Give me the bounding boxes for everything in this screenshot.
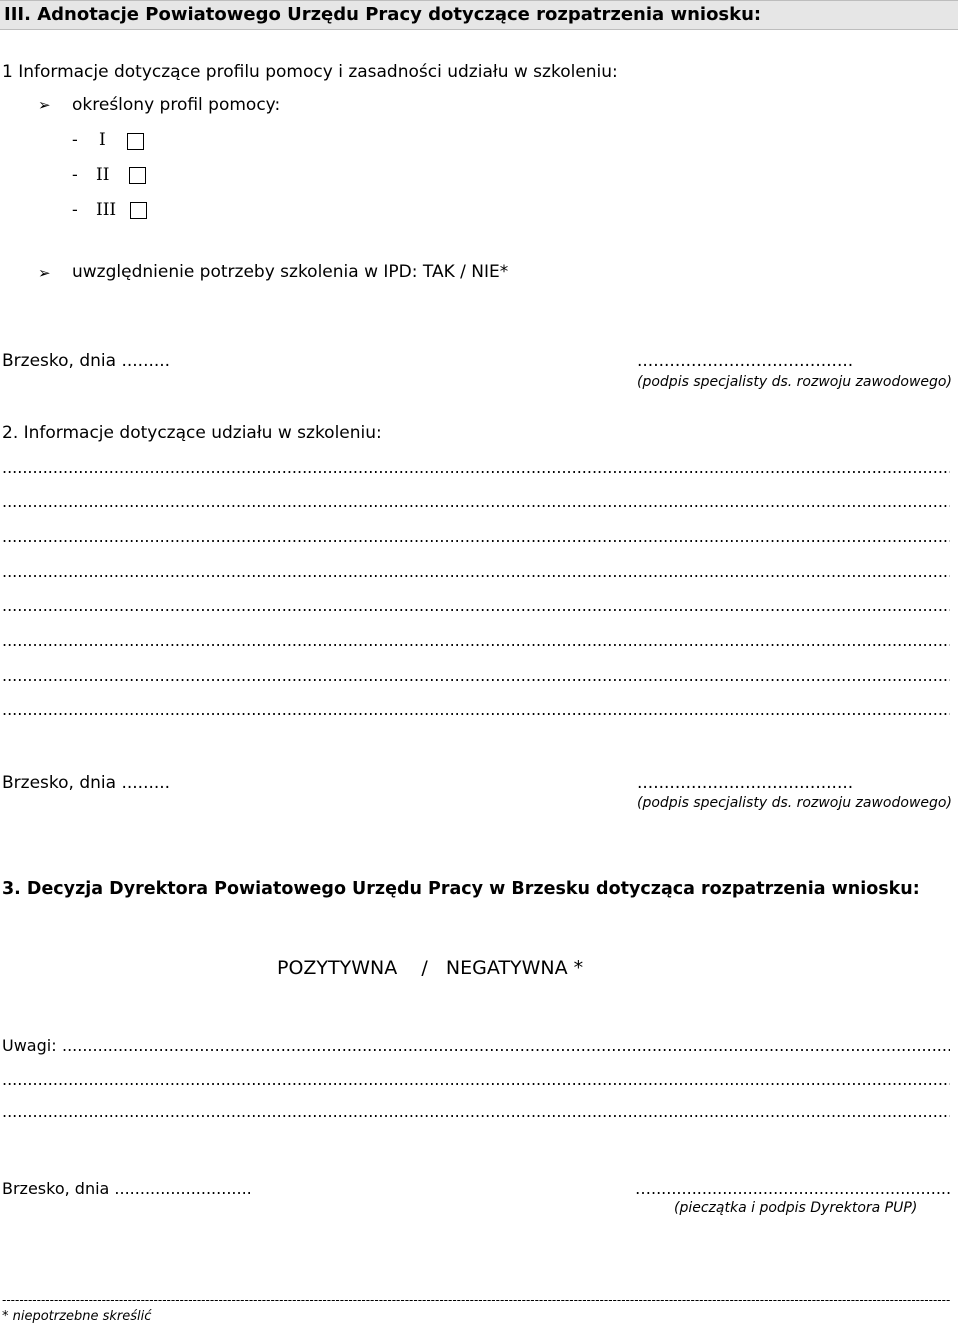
profile-iii-checkbox[interactable]	[130, 202, 147, 219]
profile-option-label: III	[96, 200, 117, 220]
ipd-label: uwzględnienie potrzeby szkolenia w IPD: TAK / NIE*	[72, 262, 509, 282]
place-date-field[interactable]: Brzesko, dnia .........	[2, 351, 171, 371]
profile-ii-checkbox[interactable]	[129, 167, 146, 184]
arrow-bullet-icon: ➢	[38, 264, 51, 282]
section-header-title: III. Adnotacje Powiatowego Urzędu Pracy dotyczące rozpatrzenia wniosku:	[4, 4, 762, 25]
signature-caption: (podpis specjalisty ds. rozwoju zawodowego)	[637, 374, 952, 390]
decision-options[interactable]: POZYTYWNA / NEGATYWNA *	[277, 957, 584, 979]
remarks-input-line[interactable]	[2, 1105, 950, 1119]
profile-option-label: I	[99, 130, 106, 150]
dotted-input-line[interactable]	[2, 565, 950, 579]
signature-field[interactable]: ........................................	[637, 351, 854, 371]
footnote-separator	[2, 1294, 952, 1306]
footnote: * niepotrzebne skreślić	[2, 1309, 152, 1324]
section1-title: 1 Informacje dotyczące profilu pomocy i zasadności udziału w szkoleniu:	[2, 62, 618, 82]
profile-label: określony profil pomocy:	[72, 95, 281, 115]
profile-option-label: II	[96, 165, 110, 185]
dotted-input-line[interactable]	[2, 703, 950, 717]
signature-field[interactable]: …...........................................................	[635, 1179, 952, 1198]
profile-dash: -	[72, 200, 78, 220]
dotted-input-line[interactable]	[2, 669, 950, 683]
section3-title: 3. Decyzja Dyrektora Powiatowego Urzędu Pracy w Brzesku dotycząca rozpatrzenia wniosku:	[2, 879, 920, 899]
profile-dash: -	[72, 130, 78, 150]
signature-caption: (podpis specjalisty ds. rozwoju zawodowego)	[637, 795, 952, 811]
signature-field[interactable]: ........................................	[637, 773, 854, 793]
section2-title: 2. Informacje dotyczące udziału w szkoleniu:	[2, 423, 382, 443]
dotted-input-line[interactable]	[2, 634, 950, 648]
dotted-input-line[interactable]	[2, 495, 950, 509]
arrow-bullet-icon: ➢	[38, 96, 51, 114]
place-date-field[interactable]: Brzesko, dnia ...........................	[2, 1179, 252, 1198]
dotted-input-line[interactable]	[2, 599, 950, 613]
place-date-field[interactable]: Brzesko, dnia .........	[2, 773, 171, 793]
dotted-input-line[interactable]	[2, 461, 950, 475]
profile-i-checkbox[interactable]	[127, 133, 144, 150]
remarks-input-line[interactable]	[2, 1073, 950, 1087]
profile-dash: -	[72, 165, 78, 185]
remarks-input-line[interactable]	[62, 1039, 950, 1053]
remarks-label: Uwagi:	[2, 1036, 57, 1055]
dotted-input-line[interactable]	[2, 530, 950, 544]
section-header	[0, 0, 958, 30]
signature-caption: (pieczątka i podpis Dyrektora PUP)	[674, 1200, 918, 1216]
